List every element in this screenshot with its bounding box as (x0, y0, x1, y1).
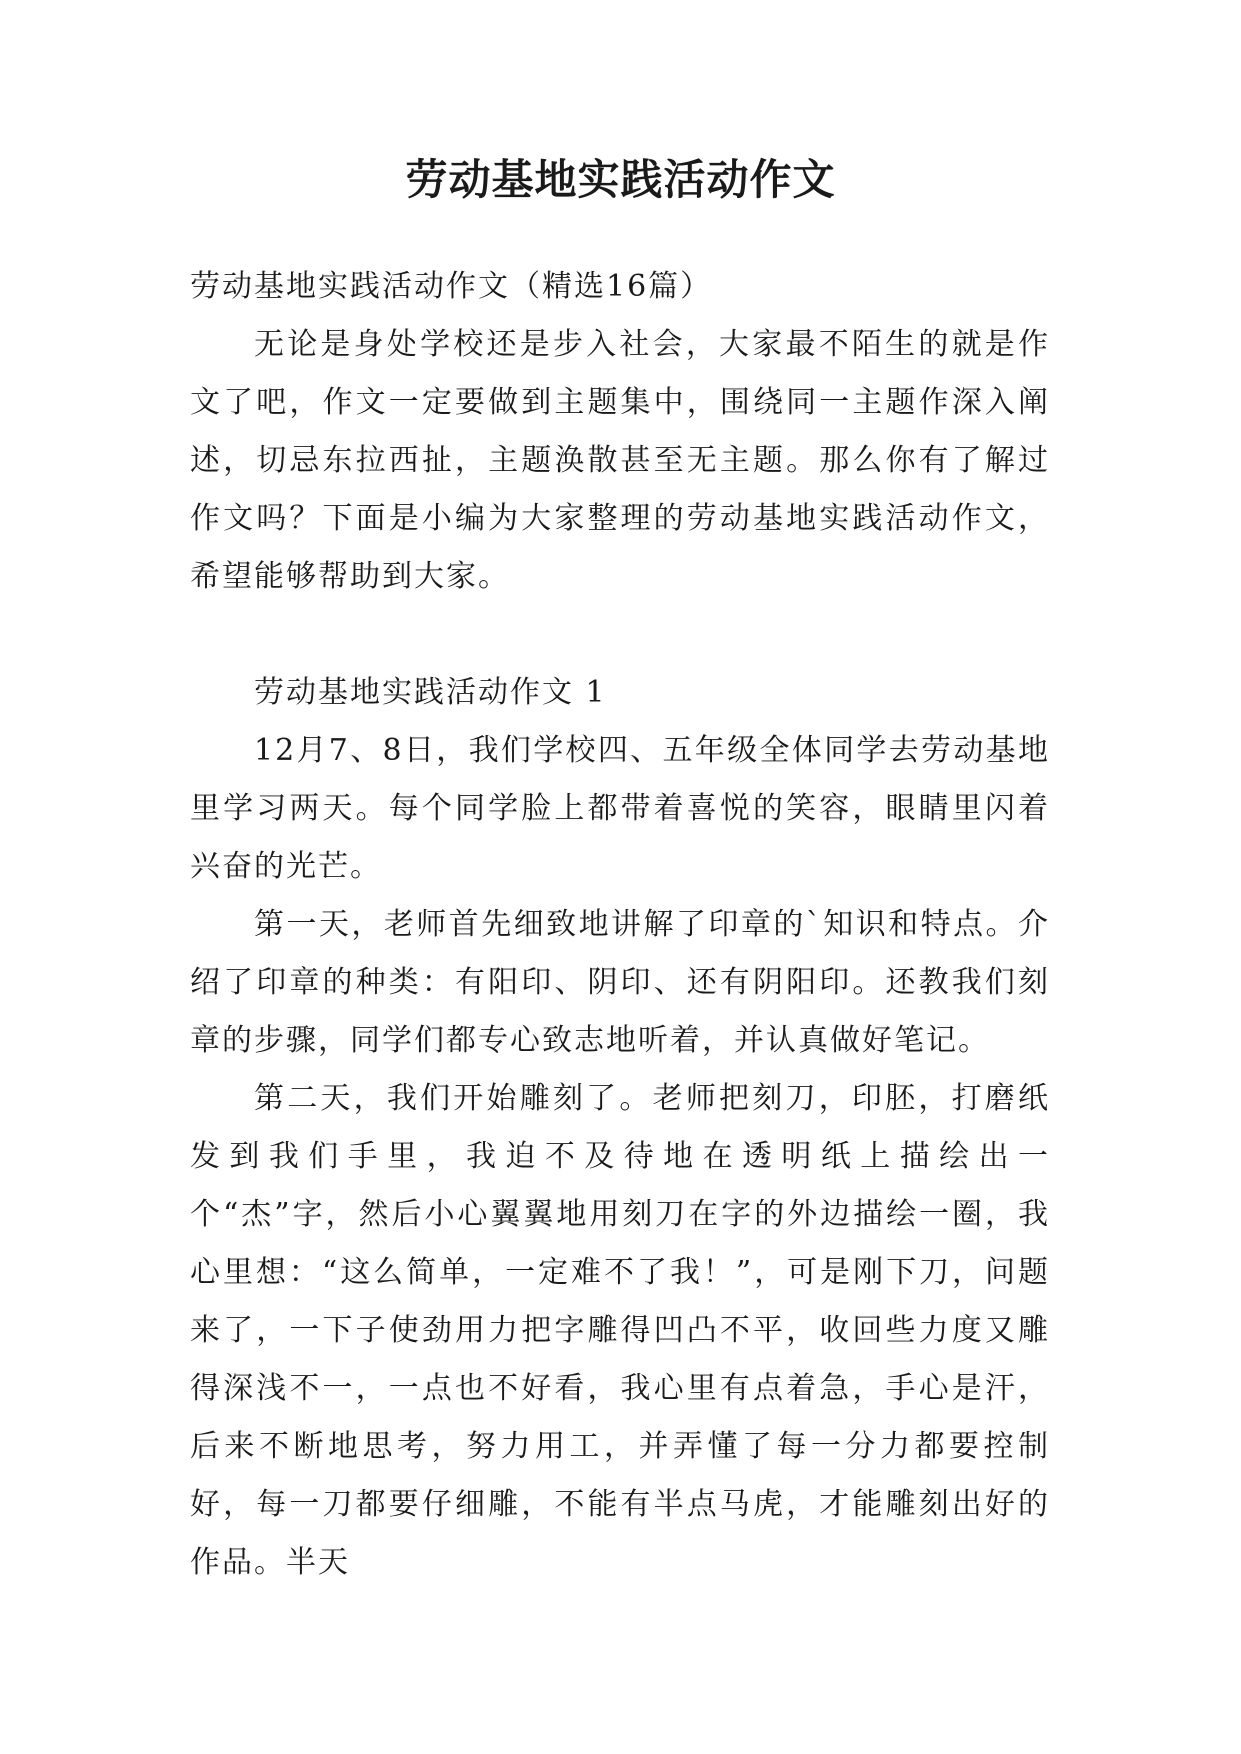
intro-paragraph: 无论是身处学校还是步入社会，大家最不陌生的就是作文了吧，作文一定要做到主题集中，围绕同一主题作深入阐述，切忌东拉西扯，主题涣散甚至无主题。那么你有了解过作文吗？下面是小编为大家整理的劳动基地实践活动作文，希望能够帮助到大家。 (190, 327, 1050, 594)
document-title: 劳动基地实践活动作文 (405, 155, 836, 204)
document-subtitle: 劳动基地实践活动作文（精选16篇） (190, 269, 713, 304)
body-paragraph: 第一天，老师首先细致地讲解了印章的`知识和特点。介绍了印章的种类：有阳印、阴印、还有阴阳印。还教我们刻章的步骤，同学们都专心致志地听着，并认真做好笔记。 (190, 907, 1050, 1058)
body-paragraph: 第二天，我们开始雕刻了。老师把刻刀，印胚，打磨纸发到我们手里，我迫不及待地在透明纸上描绘出一个“杰”字，然后小心翼翼地用刻刀在字的外边描绘一圈，我心里想：“这么简单，一定难不了我！”，可是刚下刀，问题来了，一下子使劲用力把字雕得凹凸不平，收回些力度又雕得深浅不一，一点也不好看，我心里有点着急，手心是汗，后来不断地思考，努力用工，并弄懂了每一分力都要控制好，每一刀都要仔细雕，不能有半点马虎，才能雕刻出好的作品。半天 (190, 1081, 1050, 1580)
body-paragraph: 12月7、8日，我们学校四、五年级全体同学去劳动基地里学习两天。每个同学脸上都带着喜悦的笑容，眼睛里闪着兴奋的光芒。 (190, 733, 1050, 884)
document-body (190, 258, 1050, 1592)
section-heading: 劳动基地实践活动作文 1 (254, 675, 607, 710)
